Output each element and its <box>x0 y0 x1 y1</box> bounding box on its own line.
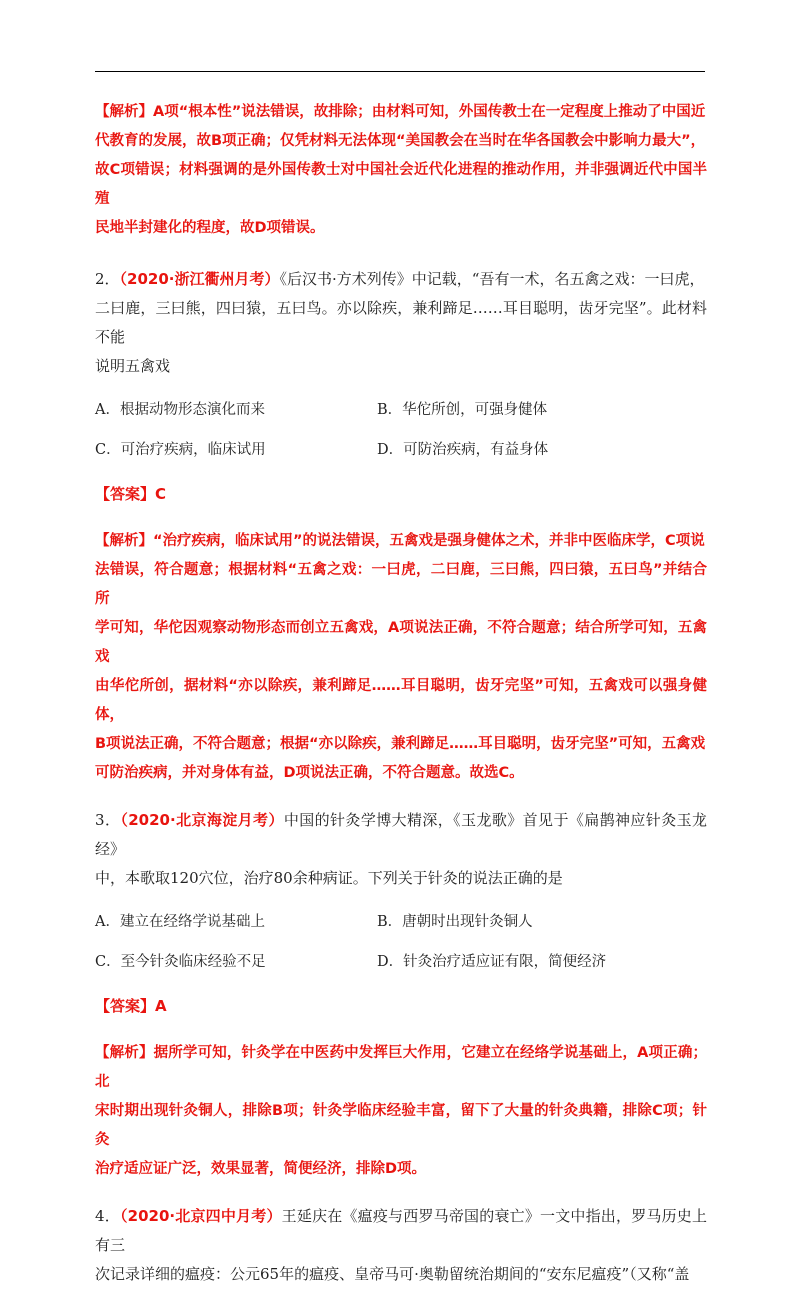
q3-option-b: B．唐朝时出现针灸铜人 <box>377 914 533 930</box>
q3-options <box>95 911 707 973</box>
q3-option-d: D．针灸治疗适应证有限，简便经济 <box>377 954 607 970</box>
q2-option-d: D．可防治疾病，有益身体 <box>377 442 549 458</box>
q3-source: （2020·北京海淀月考） <box>120 811 284 829</box>
q2-text: 《后汉书·方术列传》中记载，“吾有一术，名五禽之戏：一曰虎， 二曰鹿，三曰熊，四曰猿，五曰鸟。亦以除疾，兼利蹄足……耳目聪明，齿牙完坚”。此材料不能 说明五禽戏 <box>95 270 707 375</box>
q4-stem <box>95 1202 707 1289</box>
q3-answer: 【答案】A <box>95 997 167 1015</box>
q2-answer: 【答案】C <box>95 485 167 503</box>
q2-source: （2020·浙江衢州月考） <box>119 270 280 288</box>
header-rule <box>95 71 705 72</box>
q3-analysis: 【解析】据所学可知，针灸学在中医药中发挥巨大作用，它建立在经络学说基础上，A项正确；北 宋时期出现针灸铜人，排除B项；针灸学临床经验丰富，留下了大量的针灸典籍，排除C项；针灸 治疗适应证广泛，效果显著，简便经济，排除D项。 <box>95 1045 707 1177</box>
q2-options <box>95 399 707 461</box>
q2-stem <box>95 265 707 381</box>
q3-text: 中国的针灸学博大精深，《玉龙歌》首见于《扁鹊神应针灸玉龙经》 中，本歌取120穴位，治疗80余种病证。下列关于针灸的说法正确的是 <box>95 811 707 887</box>
q2-option-a: A．根据动物形态演化而来 <box>95 402 265 418</box>
q1-analysis: 【解析】A项“根本性”说法错误，故排除；由材料可知，外国传教士在一定程度上推动了中国近 代教育的发展，故B项正确；仅凭材料无法体现“美国教会在当时在华各国教会中影响力最大”， 故C项错误；材料强调的是外国传教士对中国社会近代化进程的推动作用，并非强调近代中国半殖 民地半封建化的程度，故D项错误。 <box>95 104 707 236</box>
q2-option-c: C．可治疗疾病，临床试用 <box>95 442 266 458</box>
document-page <box>95 98 707 1289</box>
q3-option-c: C．至今针灸临床经验不足 <box>95 954 266 970</box>
q3-stem <box>95 806 707 893</box>
q4-source: （2020·北京四中月考） <box>119 1207 282 1225</box>
q2-option-b: B．华佗所创，可强身健体 <box>377 402 548 418</box>
q4-text: 王延庆在《瘟疫与西罗马帝国的衰亡》一文中指出，罗马历史上有三 次记录详细的瘟疫：公元65年的瘟疫、皇帝马可·奥勒留统治期间的“安东尼瘟疫”（又称“盖 <box>95 1207 707 1283</box>
q2-analysis: 【解析】“治疗疾病，临床试用”的说法错误，五禽戏是强身健体之术，并非中医临床学，C项说 法错误，符合题意；根据材料“五禽之戏：一曰虎，二曰鹿，三曰熊，四曰猿，五曰鸟”并结合所 学可知，华佗因观察动物形态而创立五禽戏，A项说法正确，不符合题意；结合所学可知，五禽戏 由华佗所创，据材料“亦以除疾，兼利蹄足……耳目聪明，齿牙完坚”可知，五禽戏可以强身健体， B项说法正确，不符合题意；根据“亦以除疾，兼利蹄足……耳目聪明，齿牙完坚”可知，五禽戏 可防治疾病，并对身体有益，D项说法正确，不符合题意。故选C。 <box>95 533 707 781</box>
q3-option-a: A．建立在经络学说基础上 <box>95 914 265 930</box>
q2-number: 2． <box>95 270 120 288</box>
q4-number: 4． <box>95 1207 120 1225</box>
q3-number: 3． <box>95 811 121 829</box>
